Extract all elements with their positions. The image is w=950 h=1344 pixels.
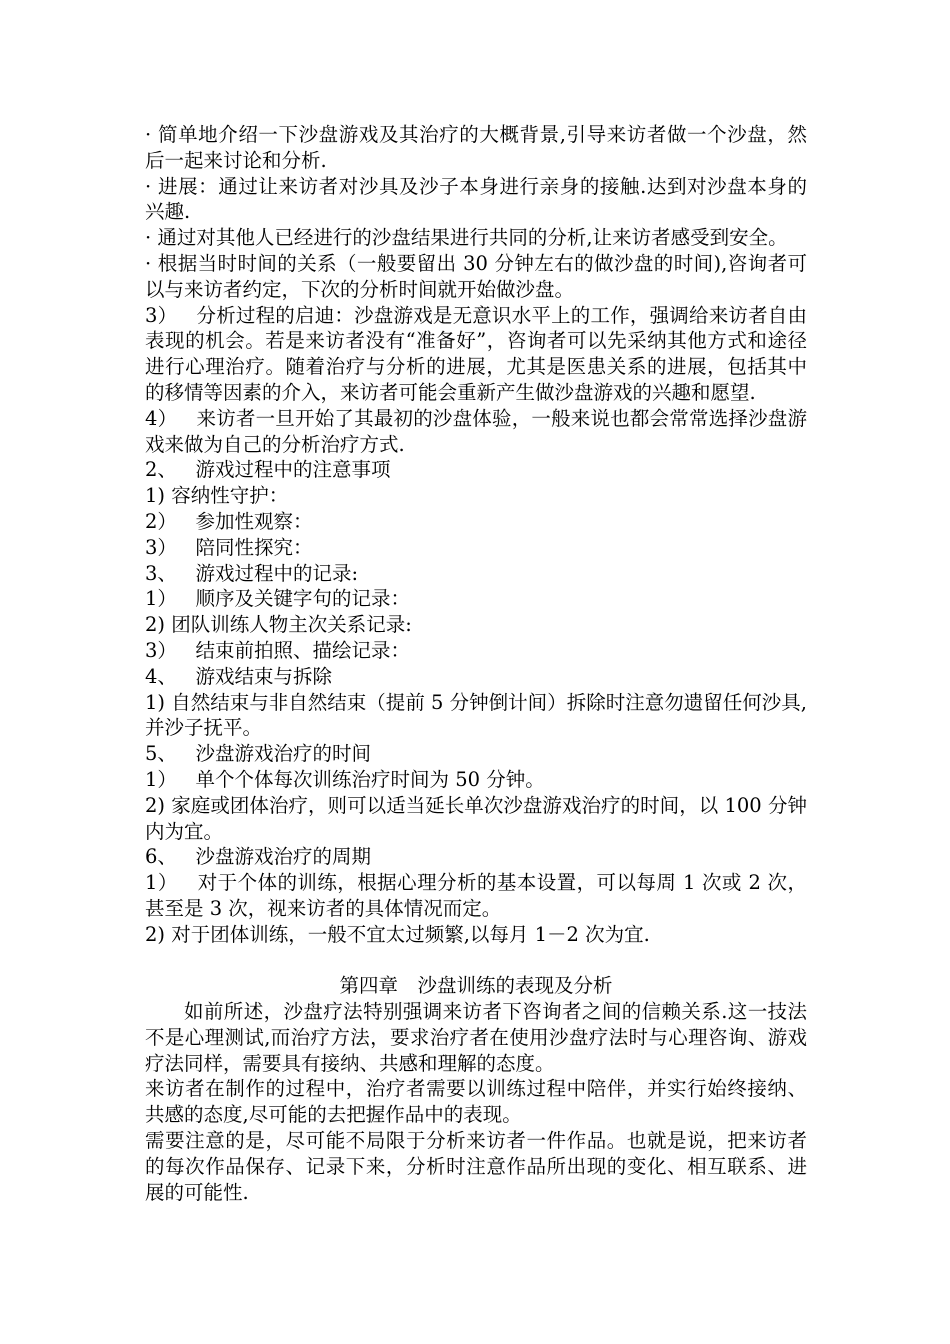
- list-item-individual-cycle: 1） 对于个体的训练，根据心理分析的基本设置，可以每周 1 次或 2 次，甚至是 3 次，视来访者的具体情况而定。: [145, 871, 807, 920]
- paragraph-shared-analysis: · 通过对其他人已经进行的沙盘结果进行共同的分析,让来访者感受到安全。: [145, 226, 788, 250]
- list-item-tolerant-guard: 1) 容纳性守护：: [145, 484, 289, 508]
- paragraph-intro-background: · 简单地介绍一下沙盘游戏及其治疗的大概背景,引导来访者做一个沙盘，然后一起来讨论和分析.: [145, 123, 807, 172]
- heading-game-end: 4、 游戏结束与拆除: [145, 664, 333, 688]
- paragraph-analysis-inspiration: 3） 分析过程的启迪：沙盘游戏是无意识水平上的工作，强调给来访者自由表现的机会。若是来访者没有“准备好”，咨询者可以先采纳其他方式和途径进行心理治疗。随着治疗与分析的进展，尤其是医患关系的进展，包括其中的移情等因素的介入，来访者可能会重新产生做沙盘游戏的兴趣和愿望.: [145, 303, 807, 404]
- paragraph-trust-relationship: 如前所述，沙盘疗法特别强调来访者下咨询者之间的信赖关系.这一技法不是心理测试,而治疗方法，要求治疗者在使用沙盘疗法时与心理咨询、游戏疗法同样，需要具有接纳、共感和理解的态度。: [145, 1000, 807, 1075]
- blank-line: [145, 948, 807, 974]
- list-item-team-relation-records: 2) 团队训练人物主次关系记录:: [145, 613, 412, 637]
- list-item-participant-observation: 2） 参加性观察：: [145, 509, 313, 533]
- chapter-title: 第四章 沙盘训练的表现及分析: [339, 974, 613, 998]
- paragraph-analysis-notes: 需要注意的是，尽可能不局限于分析来访者一件作品。也就是说，把来访者的每次作品保存、记录下来，分析时注意作品所出现的变化、相互联系、进展的可能性.: [145, 1129, 807, 1204]
- paragraph-time-arrangement: · 根据当时时间的关系（一般要留出 30 分钟左右的做沙盘的时间),咨询者可以与来访者约定，下次的分析时间就开始做沙盘。: [145, 251, 807, 301]
- heading-game-records: 3、 游戏过程中的记录:: [145, 561, 359, 585]
- list-item-group-duration: 2) 家庭或团体治疗，则可以适当延长单次沙盘游戏治疗的时间，以 100 分钟内为宜。: [145, 793, 807, 843]
- list-item-photo-records: 3） 结束前拍照、描绘记录：: [145, 638, 411, 662]
- paragraph-progress: · 进展：通过让来访者对沙具及沙子本身进行亲身的接触.达到对沙盘本身的兴趣.: [145, 174, 807, 224]
- list-item-accompanying-inquiry: 3） 陪同性探究：: [145, 535, 313, 559]
- list-item-sequence-records: 1） 顺序及关键字句的记录：: [145, 587, 411, 611]
- heading-therapy-cycle: 6、 沙盘游戏治疗的周期: [145, 845, 372, 869]
- heading-game-precautions: 2、 游戏过程中的注意事项: [145, 458, 391, 482]
- list-item-natural-end: 1) 自然结束与非自然结束（提前 5 分钟倒计间）拆除时注意勿遗留任何沙具,并沙子抚平。: [145, 690, 807, 740]
- list-item-group-cycle: 2) 对于团体训练，一般不宜太过频繁,以每月 1－2 次为宜.: [145, 922, 650, 946]
- paragraph-first-experience: 4） 来访者一旦开始了其最初的沙盘体验，一般来说也都会常常选择沙盘游戏来做为自己的分析治疗方式.: [145, 406, 807, 456]
- list-item-individual-duration: 1） 单个个体每次训练治疗时间为 50 分钟。: [145, 767, 545, 791]
- document-body: [145, 122, 807, 1205]
- paragraph-production-process: 来访者在制作的过程中，治疗者需要以训练过程中陪伴，并实行始终接纳、共感的态度,尽可能的去把握作品中的表现。: [145, 1077, 807, 1127]
- heading-therapy-duration: 5、 沙盘游戏治疗的时间: [145, 742, 372, 766]
